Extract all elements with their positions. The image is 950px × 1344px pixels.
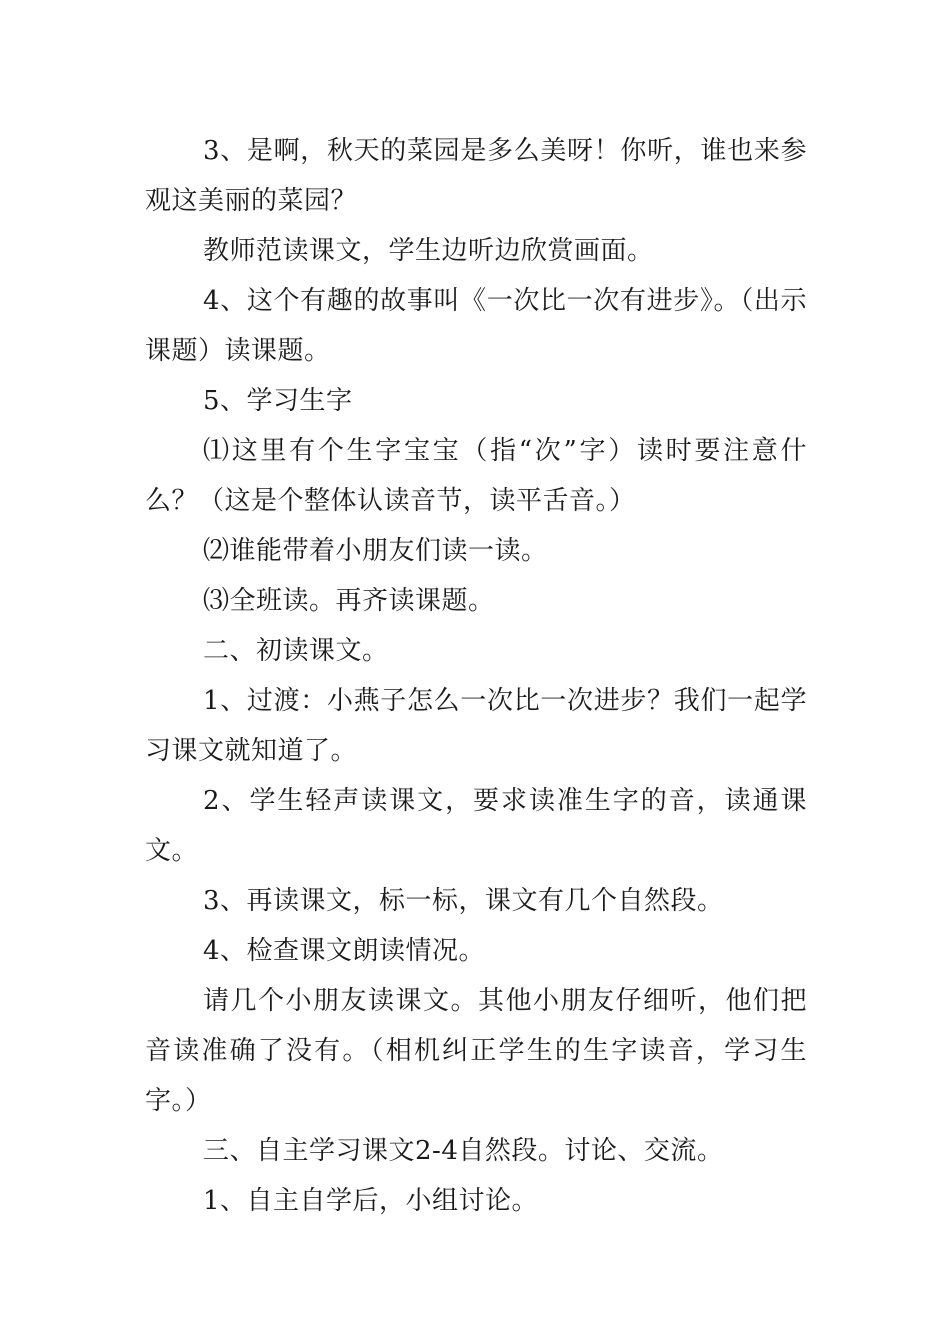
- paragraph: ⑶全班读。再齐读课题。: [203, 586, 495, 616]
- paragraph: ⑴这里有个生字宝宝（指“次”字）读时要注意什么？（这是个整体认读音节，读平舌音。）: [145, 436, 807, 516]
- paragraph: 请几个小朋友读课文。其他小朋友仔细听，他们把音读准确了没有。（相机纠正学生的生字读音，学习生字。）: [145, 986, 807, 1116]
- paragraph: 1、过渡：小燕子怎么一次比一次进步？我们一起学习课文就知道了。: [145, 686, 807, 766]
- section-heading: 三、自主学习课文2-4自然段。讨论、交流。: [203, 1136, 724, 1166]
- paragraph: 4、检查课文朗读情况。: [203, 936, 486, 966]
- paragraph: 教师范读课文，学生边听边欣赏画面。: [203, 236, 654, 266]
- paragraph: 5、学习生字: [203, 386, 353, 416]
- paragraph: ⑵谁能带着小朋友们读一读。: [203, 536, 548, 566]
- paragraph: 2、学生轻声读课文，要求读准生字的音，读通课文。: [145, 786, 807, 866]
- paragraph: 4、这个有趣的故事叫《一次比一次有进步》。（出示课题）读课题。: [145, 286, 807, 366]
- section-heading: 二、初读课文。: [203, 636, 389, 666]
- document-body: [145, 126, 807, 1226]
- paragraph: 3、再读课文，标一标，课文有几个自然段。: [203, 886, 724, 916]
- paragraph: 3、是啊，秋天的菜园是多么美呀！你听，谁也来参观这美丽的菜园？: [145, 136, 807, 216]
- paragraph: 1、自主自学后，小组讨论。: [203, 1186, 539, 1216]
